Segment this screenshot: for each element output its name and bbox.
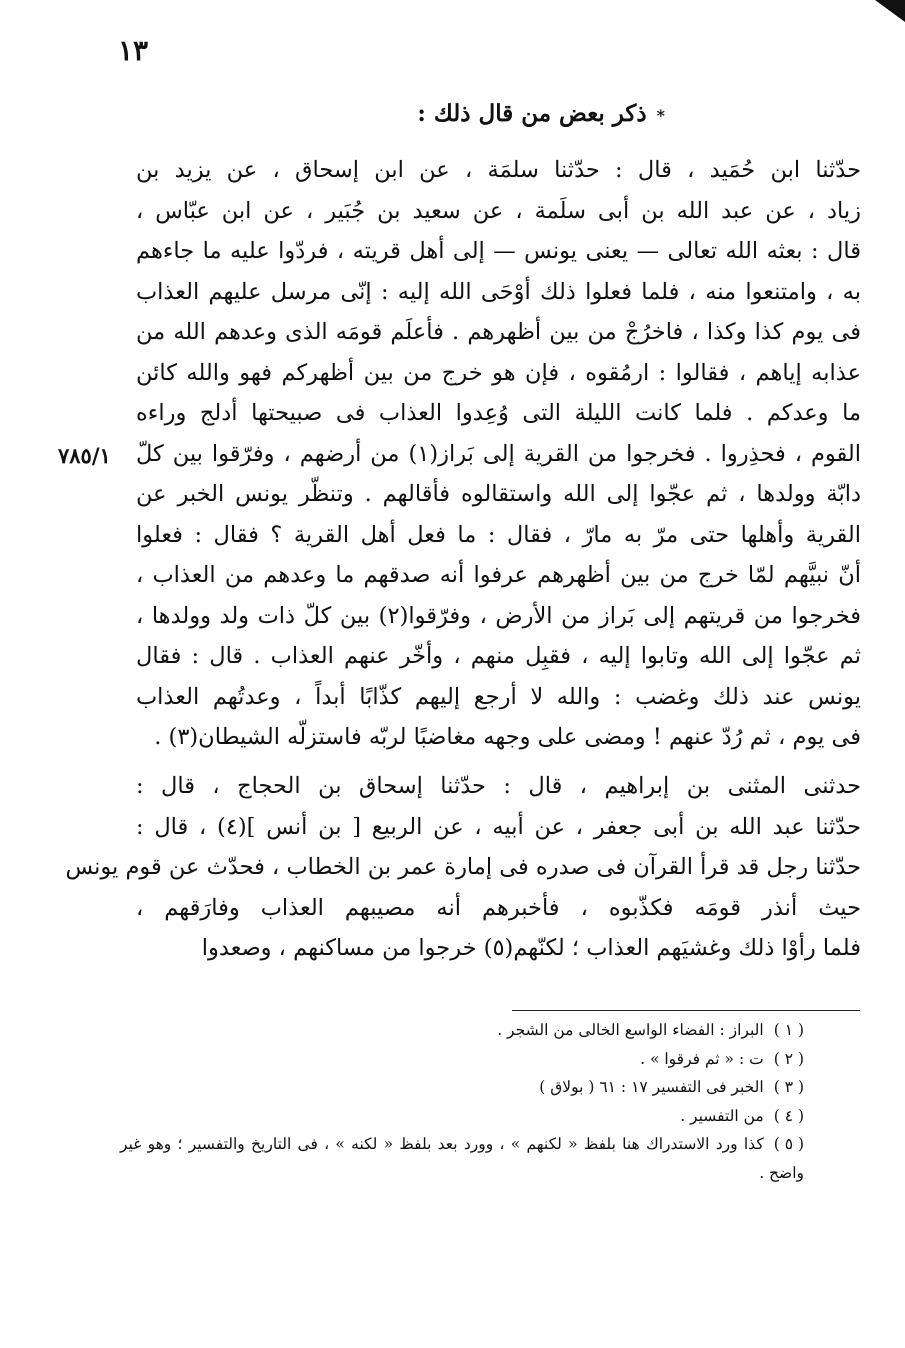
- footnote-number: ( ٤ ): [773, 1106, 804, 1125]
- footnote-number: ( ١ ): [773, 1021, 804, 1039]
- footnote-number: ( ٢ ): [773, 1049, 804, 1068]
- footnote-number: ( ٥ ): [773, 1135, 804, 1153]
- text-line: حيث أنذر قومَه فكذّبوه ، فأخبرهم أنه مصيبهم العذاب وفارَقهم ،: [136, 894, 861, 921]
- page-number: ١٣: [118, 34, 149, 67]
- text-line: دابّة وولدها ، ثم عجّوا إلى الله واستقالوه فأقالهم . وتنظّر يونس الخبر عن: [136, 481, 861, 507]
- text-line: ما وعدكم . فلما كانت الليلة التى وُعِدوا العذاب فى صبيحتها أدلج وراءه: [136, 400, 861, 426]
- footnote: [120, 1102, 804, 1131]
- text-line: أنّ نبيَّهم لمّا خرج من بين أظهرهم عرفوا أنه صدقهم ما وعدهم من العذاب ،: [136, 562, 861, 588]
- footnote-divider: [512, 1010, 860, 1011]
- footnote: [120, 1016, 804, 1045]
- text-line: ثم عجّوا إلى الله وتابوا إليه ، فقبِل منهم ، وأخّر عنهم العذاب . قال : فقال: [136, 643, 861, 669]
- footnote-text: البراز : الفضاء الواسع الخالى من الشجر .: [497, 1021, 764, 1039]
- heading-bullet: *: [656, 106, 665, 125]
- paragraph-2: [65, 766, 861, 969]
- text-line: زياد ، عن عبد الله بن أبى سلَمة ، عن سعيد بن جُبَير ، عن ابن عبّاس ،: [136, 197, 861, 224]
- footnotes: [120, 1016, 804, 1188]
- text-line: قال : بعثه الله تعالى — يعنى يونس — إلى أهل قريته ، فردّوا عليه ما جاءهم: [136, 238, 861, 264]
- footnote: [120, 1130, 804, 1188]
- paragraph-1: [136, 150, 861, 758]
- text-line: يونس عند ذلك وغضب : والله لا أرجع إليهم كذّابًا أبداً ، وعدتُهم العذاب: [136, 683, 861, 710]
- text-line: حدثنى المثنى بن إبراهيم ، قال : حدّثنا إسحاق بن الحجاج ، قال :: [136, 773, 861, 799]
- footnote: [120, 1045, 804, 1074]
- footnote-number: ( ٣ ): [773, 1078, 804, 1096]
- text-line: حدّثنا رجل قد قرأ القرآن فى صدره فى إمارة عمر بن الخطاب ، فحدّث عن قوم يونس: [65, 854, 861, 880]
- text-line: به ، وامتنعوا منه ، فلما فعلوا ذلك أوْحَى الله إليه : إنّى مرسل عليهم العذاب: [136, 278, 861, 305]
- footnote-text: من التفسير .: [680, 1106, 764, 1125]
- section-heading: [417, 100, 665, 127]
- footnote: [120, 1073, 804, 1102]
- margin-reference: ٧٨٥/١: [58, 443, 111, 468]
- text-line: حدّثنا ابن حُمَيد ، قال : حدّثنا سلمَة ، عن ابن إسحاق ، عن يزيد بن: [136, 157, 861, 183]
- text-line: حدّثنا عبد الله بن أبى جعفر ، عن أبيه ، عن الربيع [ بن أنس ](٤) ، قال :: [136, 813, 861, 840]
- page-corner-mark: [875, 0, 905, 22]
- footnote-text: كذا ورد الاستدراك هنا بلفظ « لكنهم » ، وورد بعد بلفظ « لكنه » ، فى التاريخ والتفسير ؛ وهو غير واضح .: [120, 1135, 804, 1182]
- footnote-text: الخبر فى التفسير ١٧ : ٦١ ( بولاق ): [539, 1078, 764, 1096]
- text-line: عذابه إياهم ، فقالوا : ارمُقوه ، فإن هو خرج من بين أظهركم فهو والله كائن: [136, 359, 861, 386]
- text-line: فى يوم ، ثم رُدّ عنهم ! ومضى على وجهه مغاضبًا لربّه فاستزلّه الشيطان(٣) .: [154, 724, 861, 750]
- heading-text: ذكر بعض من قال ذلك :: [417, 100, 647, 127]
- text-line: القرية وأهلها حتى مرّ به مارّ ، فقال : ما فعل أهل القرية ؟ فقال : فعلوا: [136, 521, 861, 548]
- text-line: فخرجوا من قريتهم إلى بَراز من الأرض ، وفرّقوا(٢) بين كلّ ذات ولد وولدها ،: [136, 602, 861, 629]
- footnote-text: ت : « ثم فرقوا » .: [640, 1049, 764, 1068]
- text-line: فلما رأوْا ذلك وغشيَهم العذاب ؛ لكنّهم(٥) خرجوا من مساكنهم ، وصعدوا: [201, 935, 861, 961]
- text-line: القوم ، فحذِروا . فخرجوا من القرية إلى بَراز(١) من أرضهم ، وفرّقوا بين كلّ: [136, 440, 861, 467]
- text-line: فى يوم كذا وكذا ، فاخرُجْ من بين أظهرهم . فأعلَم قومَه الذى وعدهم الله من: [136, 319, 861, 345]
